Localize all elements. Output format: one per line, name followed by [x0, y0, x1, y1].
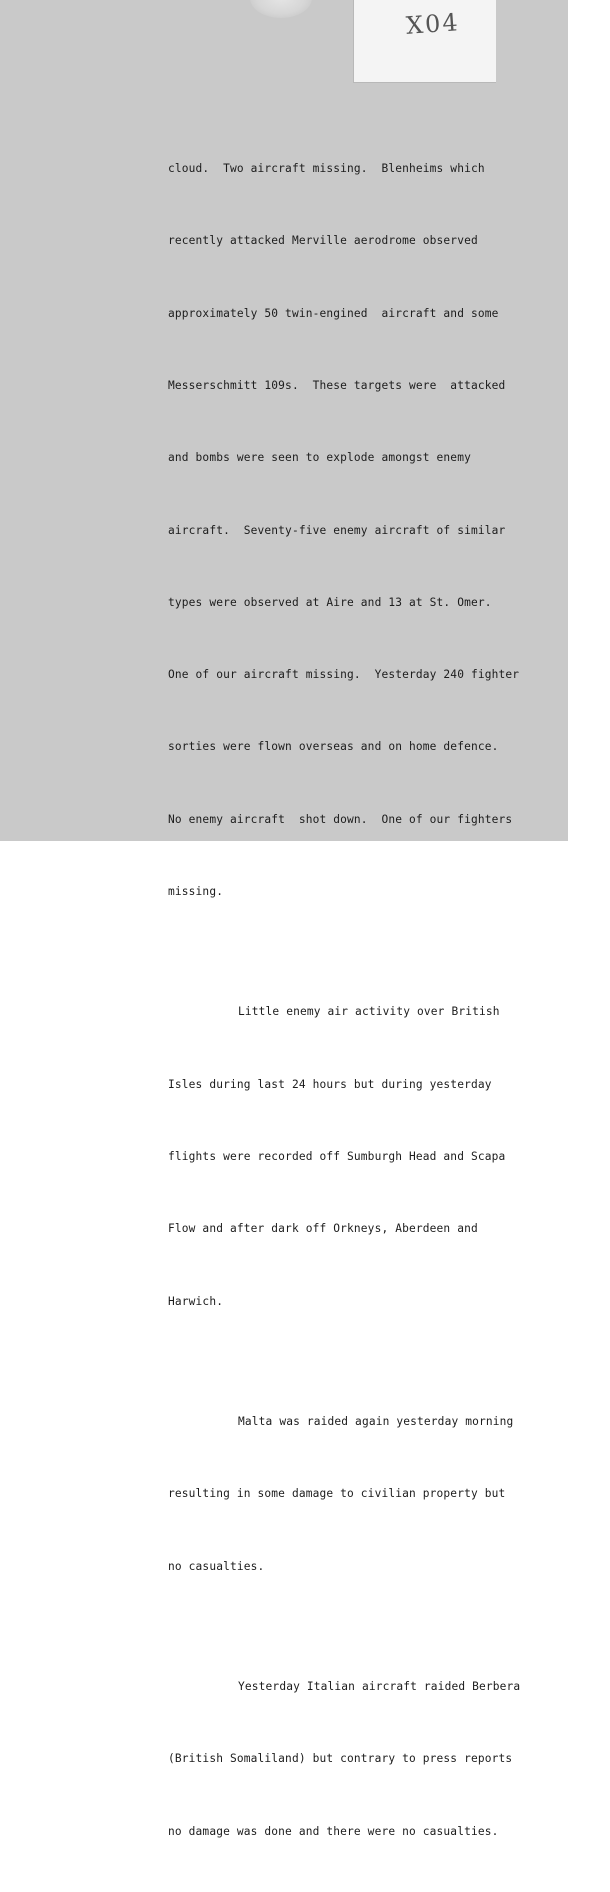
text-line: Yesterday Italian aircraft raided Berbera [238, 1680, 521, 1694]
text-line: Little enemy air activity over British [238, 1005, 500, 1019]
text-line: types were observed at Aire and 13 at St. Omer. [168, 595, 492, 609]
text-line: Isles during last 24 hours but during yesterday [168, 1077, 492, 1091]
embossed-seal [250, 0, 312, 18]
text-line: Malta was raided again yesterday morning [238, 1415, 514, 1429]
text-line: Flow and after dark off Orkneys, Aberdeen and [168, 1222, 478, 1236]
text-line: Harwich. [168, 1294, 224, 1308]
paragraph [168, 1627, 558, 1892]
text-line: flights were recorded off Sumburgh Head and Scapa [168, 1150, 506, 1164]
text-line: No enemy aircraft shot down. One of our fighters [168, 812, 513, 826]
text-line: recently attacked Merville aerodrome observed [168, 234, 478, 248]
text-line: sorties were flown overseas and on home defence. [168, 740, 499, 754]
text-line: no damage was done and there were no casualties. [168, 1824, 499, 1838]
text-line: One of our aircraft missing. Yesterday 240 fighter [168, 668, 520, 682]
scan-margin [568, 0, 610, 841]
text-line: approximately 50 twin-engined aircraft and some [168, 306, 499, 320]
paragraph [168, 952, 558, 1362]
text-line: (British Somaliland) but contrary to press reports [168, 1752, 513, 1766]
paragraph [168, 109, 558, 952]
attached-note [353, 0, 496, 83]
document-body [168, 109, 558, 1892]
note-handwriting: X04 [405, 8, 461, 40]
text-line: no casualties. [168, 1559, 265, 1573]
text-line: resulting in some damage to civilian property but [168, 1487, 506, 1501]
text-line: missing. [168, 885, 224, 898]
text-line: aircraft. Seventy-five enemy aircraft of similar [168, 523, 506, 537]
text-line: Messerschmitt 109s. These targets were attacked [168, 379, 506, 393]
text-line: cloud. Two aircraft missing. Blenheims which [168, 162, 485, 176]
paragraph [168, 1362, 558, 1627]
text-line: and bombs were seen to explode amongst enemy [168, 451, 471, 465]
